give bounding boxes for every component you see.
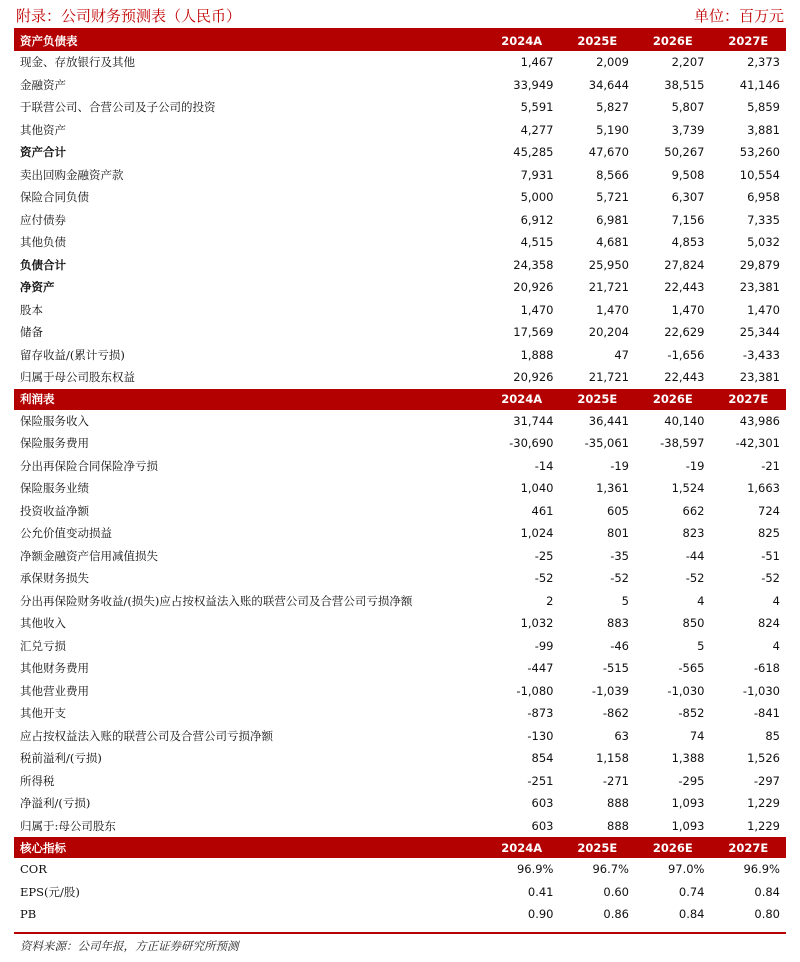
table-row (14, 96, 786, 119)
row-label: 留存收益/(累计亏损) (20, 347, 125, 362)
cell-value: 1,470 (671, 302, 705, 317)
cell-value: -251 (527, 773, 554, 788)
table-row (14, 366, 786, 389)
cell-value: 0.86 (603, 907, 629, 922)
financial-forecast-table (14, 30, 786, 926)
row-label: 所得税 (20, 773, 55, 788)
cell-value: 20,926 (513, 280, 554, 295)
table-row (14, 432, 786, 455)
table-row (14, 815, 786, 838)
cell-value: 9,508 (671, 167, 705, 182)
row-label: 资产合计 (20, 145, 66, 160)
cell-value: 6,912 (520, 212, 554, 227)
cell-value: -1,039 (591, 683, 629, 698)
cell-value: 801 (607, 526, 629, 541)
cell-value: 825 (758, 526, 780, 541)
cell-value: 45,285 (513, 145, 554, 160)
cell-value: 96.9% (516, 862, 554, 877)
row-label: 净资产 (20, 280, 55, 295)
row-label: 净溢利/(亏损) (20, 796, 91, 811)
cell-value: 34,644 (588, 77, 629, 92)
cell-value: -14 (534, 458, 554, 473)
cell-value: 41,146 (739, 77, 780, 92)
table-row (14, 635, 786, 658)
cell-value: 1,229 (747, 796, 780, 811)
cell-value: -295 (678, 773, 705, 788)
cell-value: 1,229 (747, 818, 780, 833)
cell-value: -565 (678, 661, 705, 676)
cell-value: 40,140 (664, 413, 705, 428)
section-title: 利润表 (14, 389, 484, 410)
cell-value: 7,156 (671, 212, 705, 227)
cell-value: 1,158 (596, 751, 629, 766)
cell-value: -297 (753, 773, 780, 788)
cell-value: -99 (534, 638, 554, 653)
row-label: 现金、存放银行及其他 (20, 55, 135, 70)
cell-value: 36,441 (588, 413, 629, 428)
cell-value: 97.0% (667, 862, 705, 877)
cell-value: 5,827 (596, 100, 629, 115)
cell-value: 23,381 (739, 280, 780, 295)
cell-value: -21 (761, 458, 780, 473)
cell-value: 1,093 (671, 818, 705, 833)
year-header: 2027E (711, 30, 787, 51)
cell-value: 1,663 (747, 481, 780, 496)
year-header: 2026E (635, 30, 711, 51)
cell-value: 1,470 (596, 302, 629, 317)
year-header: 2025E (560, 837, 636, 858)
table-row (14, 680, 786, 703)
cell-value: -447 (527, 661, 554, 676)
cell-value: 824 (758, 616, 780, 631)
cell-value: 20,204 (588, 325, 629, 340)
cell-value: -35,061 (584, 436, 629, 451)
cell-value: 1,526 (747, 751, 780, 766)
cell-value: 20,926 (513, 370, 554, 385)
section-header (14, 837, 786, 858)
row-label: 分出再保险财务收益/(损失)应占按权益法入账的联营公司及合营公司亏损净额 (20, 593, 413, 608)
row-label: 其他负债 (20, 235, 66, 250)
table-row (14, 119, 786, 142)
cell-value: 4,681 (596, 235, 629, 250)
cell-value: -46 (610, 638, 629, 653)
table-row (14, 612, 786, 635)
year-header: 2024A (484, 837, 560, 858)
table-row (14, 522, 786, 545)
row-label: 应占按权益法入账的联营公司及合营公司亏损净额 (20, 728, 273, 743)
source-note: 资料来源：公司年报，方正证券研究所预测 (20, 939, 239, 953)
cell-value: 85 (765, 728, 780, 743)
cell-value: -30,690 (509, 436, 554, 451)
year-header: 2027E (711, 389, 787, 410)
cell-value: 23,381 (739, 370, 780, 385)
table-row (14, 209, 786, 232)
cell-value: 1,388 (671, 751, 705, 766)
cell-value: -852 (678, 706, 705, 721)
table-row (14, 881, 786, 904)
cell-value: 888 (607, 818, 629, 833)
cell-value: -38,597 (660, 436, 705, 451)
cell-value: 47,670 (588, 145, 629, 160)
table-row (14, 567, 786, 590)
cell-value: 4,277 (520, 122, 554, 137)
cell-value: 3,881 (747, 122, 780, 137)
cell-value: -873 (527, 706, 554, 721)
cell-value: 5 (697, 638, 705, 653)
cell-value: 605 (607, 503, 629, 518)
cell-value: 461 (531, 503, 554, 518)
cell-value: -862 (602, 706, 629, 721)
row-label: EPS(元/股) (20, 884, 80, 899)
cell-value: 33,949 (513, 77, 554, 92)
table-row (14, 903, 786, 926)
row-label: 卖出回购金融资产款 (20, 167, 124, 182)
cell-value: 10,554 (739, 167, 780, 182)
row-label: 归属于:母公司股东 (20, 818, 116, 833)
cell-value: 4 (772, 638, 780, 653)
cell-value: 4 (772, 593, 780, 608)
table-row (14, 747, 786, 770)
cell-value: -1,030 (742, 683, 780, 698)
unit-label: 单位：百万元 (693, 7, 784, 25)
table-row (14, 231, 786, 254)
cell-value: 22,629 (664, 325, 705, 340)
cell-value: 1,888 (520, 347, 554, 362)
row-label: 保险服务收入 (20, 413, 89, 428)
cell-value: -42,301 (735, 436, 780, 451)
table-row (14, 455, 786, 478)
cell-value: -52 (685, 571, 705, 586)
cell-value: 63 (614, 728, 629, 743)
section-title: 核心指标 (14, 837, 484, 858)
cell-value: 4,853 (671, 235, 705, 250)
cell-value: 1,524 (671, 481, 705, 496)
cell-value: 5,190 (596, 122, 629, 137)
cell-value: 5,859 (747, 100, 780, 115)
cell-value: -271 (602, 773, 629, 788)
page-title: 附录：公司财务预测表（人民币） (16, 7, 242, 25)
table-row (14, 500, 786, 523)
cell-value: 2 (546, 593, 554, 608)
cell-value: -44 (685, 548, 705, 563)
row-label: 汇兑亏损 (20, 638, 66, 653)
cell-value: 50,267 (664, 145, 705, 160)
cell-value: 0.60 (603, 884, 629, 899)
cell-value: 43,986 (739, 413, 780, 428)
cell-value: 27,824 (664, 257, 705, 272)
table-row (14, 858, 786, 881)
cell-value: 0.90 (527, 907, 554, 922)
cell-value: 1,093 (671, 796, 705, 811)
row-label: 投资收益净额 (20, 503, 89, 518)
cell-value: 96.7% (592, 862, 629, 877)
cell-value: 21,721 (588, 370, 629, 385)
cell-value: 4,515 (520, 235, 554, 250)
cell-value: 22,443 (664, 370, 705, 385)
cell-value: 0.41 (527, 884, 554, 899)
cell-value: 2,373 (747, 55, 780, 70)
year-header: 2026E (635, 837, 711, 858)
cell-value: 1,040 (520, 481, 554, 496)
cell-value: 724 (758, 503, 780, 518)
year-header: 2026E (635, 389, 711, 410)
cell-value: -515 (602, 661, 629, 676)
row-label: 其他收入 (20, 616, 66, 631)
cell-value: 38,515 (664, 77, 705, 92)
cell-value: -1,030 (667, 683, 705, 698)
row-label: 公允价值变动损益 (20, 526, 112, 541)
table-row (14, 276, 786, 299)
row-label: 应付债券 (20, 212, 66, 227)
cell-value: -52 (610, 571, 629, 586)
cell-value: 1,361 (596, 481, 629, 496)
cell-value: -35 (610, 548, 629, 563)
cell-value: 888 (607, 796, 629, 811)
year-header: 2025E (560, 389, 636, 410)
cell-value: 850 (682, 616, 705, 631)
row-label: 保险服务费用 (20, 436, 89, 451)
cell-value: 1,024 (520, 526, 554, 541)
cell-value: 24,358 (513, 257, 554, 272)
table-row (14, 321, 786, 344)
row-label: 其他营业费用 (20, 683, 89, 698)
cell-value: 31,744 (513, 413, 554, 428)
table-row (14, 299, 786, 322)
table-row (14, 344, 786, 367)
row-label: 税前溢利/(亏损) (20, 751, 102, 766)
cell-value: 96.9% (743, 862, 780, 877)
footer (14, 932, 786, 956)
cell-value: 6,981 (596, 212, 629, 227)
cell-value: 47 (614, 347, 629, 362)
cell-value: 603 (531, 796, 554, 811)
table-row (14, 410, 786, 433)
row-label: 金融资产 (20, 77, 66, 92)
row-label: 股本 (20, 302, 43, 317)
cell-value: -1,080 (516, 683, 554, 698)
table-row (14, 141, 786, 164)
table-row (14, 74, 786, 97)
cell-value: 2,207 (671, 55, 705, 70)
cell-value: -1,656 (667, 347, 705, 362)
table-row (14, 725, 786, 748)
table-row (14, 51, 786, 74)
cell-value: -19 (610, 458, 629, 473)
cell-value: -618 (753, 661, 780, 676)
cell-value: -25 (534, 548, 554, 563)
cell-value: 0.74 (678, 884, 705, 899)
cell-value: -841 (753, 706, 780, 721)
cell-value: -3,433 (742, 347, 780, 362)
cell-value: 74 (689, 728, 705, 743)
cell-value: 662 (682, 503, 705, 518)
row-label: 其他财务费用 (20, 661, 89, 676)
cell-value: 29,879 (739, 257, 780, 272)
cell-value: 1,470 (747, 302, 780, 317)
cell-value: 0.84 (678, 907, 705, 922)
table-row (14, 702, 786, 725)
cell-value: 21,721 (588, 280, 629, 295)
cell-value: 883 (607, 616, 629, 631)
cell-value: -52 (534, 571, 554, 586)
table-row (14, 164, 786, 187)
cell-value: 0.80 (754, 907, 780, 922)
cell-value: 6,307 (671, 190, 705, 205)
cell-value: 823 (682, 526, 705, 541)
cell-value: 7,335 (747, 212, 780, 227)
row-label: 保险服务业绩 (20, 481, 89, 496)
table-row (14, 254, 786, 277)
table-row (14, 477, 786, 500)
row-label: 其他资产 (20, 122, 66, 137)
row-label: 其他开支 (20, 706, 66, 721)
cell-value: 5,032 (747, 235, 780, 250)
financial-table-body (14, 30, 786, 926)
cell-value: 1,032 (520, 616, 554, 631)
cell-value: 22,443 (664, 280, 705, 295)
table-row (14, 792, 786, 815)
year-header: 2025E (560, 30, 636, 51)
cell-value: 4 (697, 593, 705, 608)
row-label: 承保财务损失 (20, 571, 89, 586)
cell-value: -130 (527, 728, 554, 743)
table-row (14, 590, 786, 613)
cell-value: 7,931 (520, 167, 554, 182)
table-row (14, 657, 786, 680)
cell-value: 3,739 (671, 122, 705, 137)
cell-value: 5,807 (671, 100, 705, 115)
row-label: 负债合计 (20, 257, 66, 272)
section-header (14, 389, 786, 410)
row-label: 保险合同负债 (20, 190, 89, 205)
cell-value: 5,000 (520, 190, 554, 205)
cell-value: 603 (531, 818, 554, 833)
cell-value: 53,260 (739, 145, 780, 160)
cell-value: 5,591 (520, 100, 554, 115)
cell-value: 6,958 (747, 190, 780, 205)
row-label: 归属于母公司股东权益 (20, 370, 135, 385)
cell-value: 5,721 (596, 190, 629, 205)
table-row (14, 186, 786, 209)
cell-value: 1,470 (520, 302, 554, 317)
cell-value: -19 (685, 458, 705, 473)
section-header (14, 30, 786, 51)
row-label: 于联营公司、合营公司及子公司的投资 (20, 100, 216, 115)
cell-value: 854 (531, 751, 554, 766)
row-label: 分出再保险合同保险净亏损 (20, 458, 158, 473)
row-label: 净额金融资产信用减值损失 (20, 548, 158, 563)
section-title: 资产负债表 (14, 30, 484, 51)
row-label: 储备 (20, 325, 43, 340)
table-row (14, 770, 786, 793)
year-header: 2027E (711, 837, 787, 858)
cell-value: 1,467 (520, 55, 554, 70)
cell-value: -51 (761, 548, 780, 563)
row-label: COR (20, 862, 47, 877)
cell-value: 8,566 (596, 167, 629, 182)
cell-value: 25,950 (588, 257, 629, 272)
cell-value: -52 (761, 571, 780, 586)
year-header: 2024A (484, 30, 560, 51)
cell-value: 0.84 (754, 884, 780, 899)
year-header: 2024A (484, 389, 560, 410)
cell-value: 5 (621, 593, 629, 608)
cell-value: 17,569 (513, 325, 554, 340)
title-bar (14, 4, 786, 30)
cell-value: 25,344 (739, 325, 780, 340)
cell-value: 2,009 (596, 55, 629, 70)
table-row (14, 545, 786, 568)
row-label: PB (20, 907, 37, 922)
